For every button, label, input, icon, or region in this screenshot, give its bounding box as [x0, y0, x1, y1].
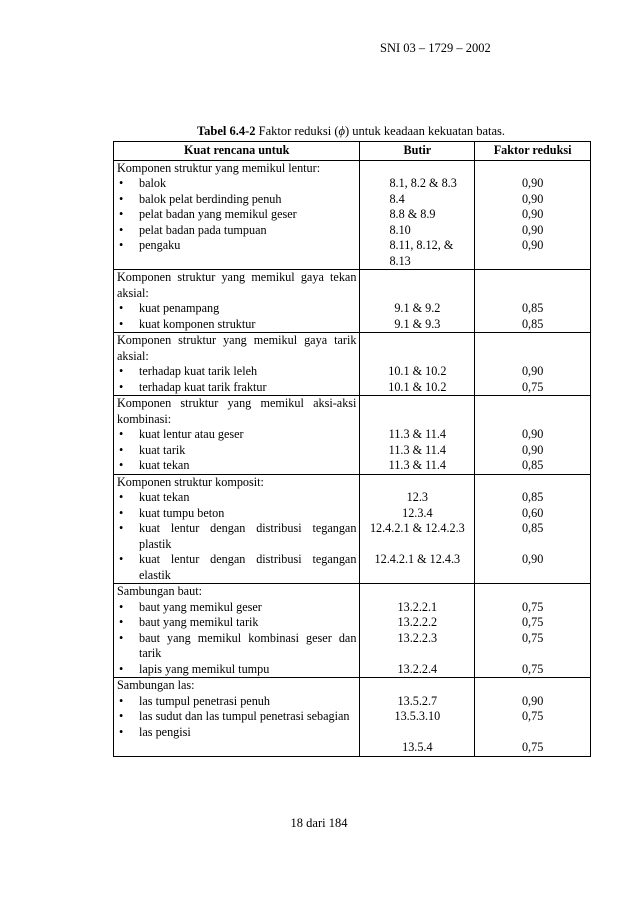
table-group-row: [114, 160, 591, 270]
spacer: [363, 396, 471, 412]
faktor-value: 0,90: [521, 552, 544, 566]
table-group-row: [114, 396, 591, 475]
butir-value: 12.4.2.1 & 12.4.2.3: [369, 521, 465, 535]
butir-value: 8.11, 8.12, & 8.13: [389, 238, 454, 268]
spacer: [363, 412, 471, 428]
bullet-icon: •: [119, 176, 124, 190]
faktor-value: 0,75: [521, 740, 544, 754]
group-faktor-cell: [475, 396, 591, 475]
spacer: [363, 537, 471, 553]
bullet-icon: •: [119, 301, 124, 315]
butir-value: 10.1 & 10.2: [388, 364, 447, 378]
faktor-value: 0,85: [521, 458, 544, 472]
list-item: [117, 521, 356, 552]
group-faktor-cell: [475, 270, 591, 333]
faktor-value: 0,90: [521, 693, 544, 708]
group-title: Komponen struktur yang memikul gaya tarik aksial:: [117, 333, 357, 363]
page-number: 18 dari 184: [290, 816, 348, 830]
faktor-value: 0,90: [521, 364, 544, 378]
item-label: terhadap kuat tarik leleh: [139, 364, 258, 378]
group-description-cell: [114, 396, 360, 475]
faktor-value: 0,90: [521, 191, 544, 206]
list-item: [117, 709, 356, 725]
group-description-cell: [114, 584, 360, 678]
spacer: [478, 678, 587, 694]
spacer: [478, 270, 587, 286]
group-description-cell: [114, 474, 360, 584]
spacer: [363, 333, 471, 349]
item-label: kuat tarik: [139, 442, 186, 457]
item-label: las sudut dan las tumpul penetrasi sebagian: [139, 709, 350, 723]
spacer: [478, 161, 587, 177]
bullet-icon: •: [119, 599, 124, 614]
butir-value: 9.1 & 9.2: [394, 301, 441, 315]
spacer: [478, 412, 587, 428]
faktor-value: 0,75: [521, 709, 544, 723]
item-label: kuat lentur dengan distribusi tegangan plastik: [139, 521, 357, 551]
bullet-icon: •: [119, 615, 124, 629]
butir-value: 11.3 & 11.4: [388, 458, 446, 472]
spacer: [478, 584, 587, 600]
faktor-value: 0,90: [521, 222, 544, 237]
group-description-cell: [114, 270, 360, 333]
faktor-value: 0,85: [521, 316, 544, 331]
spacer: [363, 270, 471, 286]
group-title: Sambungan baut:: [117, 584, 202, 598]
item-label: pelat badan pada tumpuan: [139, 222, 267, 237]
spacer: [478, 333, 587, 349]
group-description-cell: [114, 678, 360, 757]
item-label: pengaku: [139, 238, 181, 252]
group-butir-cell: [360, 584, 475, 678]
faktor-value: 0,75: [521, 661, 544, 676]
spacer: [363, 678, 471, 694]
butir-value: 13.5.4: [402, 740, 433, 754]
item-label: baut yang memikul tarik: [139, 615, 259, 629]
butir-value: 11.3 & 11.4: [388, 442, 446, 457]
group-title: Komponen struktur yang memikul aksi-aksi kombinasi:: [117, 396, 357, 426]
item-label: lapis yang memikul tumpu: [139, 661, 270, 676]
spacer: [363, 646, 471, 662]
spacer: [363, 161, 471, 177]
list-item: [117, 238, 356, 254]
spacer: [478, 349, 587, 365]
spacer: [363, 568, 471, 584]
butir-value: 13.5.3.10: [394, 709, 441, 723]
faktor-value: 0,90: [521, 238, 544, 252]
butir-value: 8.4: [389, 191, 405, 206]
item-label: las tumpul penetrasi penuh: [139, 693, 270, 708]
bullet-icon: •: [119, 207, 124, 221]
spacer: [478, 396, 587, 412]
bullet-icon: •: [119, 505, 124, 520]
list-item: [117, 490, 356, 506]
list-item: [117, 600, 356, 616]
bullet-icon: •: [119, 490, 124, 504]
reduction-factor-table: [113, 141, 591, 757]
butir-value: 8.8 & 8.9: [389, 207, 436, 221]
table-header-row: [114, 142, 591, 161]
spacer: [478, 646, 587, 662]
bullet-icon: •: [119, 442, 124, 457]
faktor-value: 0,85: [521, 521, 544, 535]
butir-value: 12.3: [406, 490, 428, 504]
list-item: [117, 317, 356, 333]
faktor-value: 0,90: [521, 207, 544, 221]
group-butir-cell: [360, 270, 475, 333]
faktor-value: 0,90: [521, 442, 544, 457]
bullet-icon: •: [119, 724, 124, 739]
table-group-row: [114, 333, 591, 396]
butir-value: 8.10: [389, 222, 411, 237]
bullet-icon: •: [119, 316, 124, 331]
list-item: [117, 725, 356, 741]
spacer: [478, 537, 587, 553]
table-caption: [111, 124, 591, 139]
bullet-icon: •: [119, 364, 124, 378]
item-label: balok: [139, 176, 167, 190]
list-item: [117, 458, 356, 474]
faktor-value: 0,90: [521, 176, 544, 190]
bullet-icon: •: [119, 379, 124, 394]
butir-value: 10.1 & 10.2: [388, 379, 447, 394]
item-label: kuat komponen struktur: [139, 316, 256, 331]
group-butir-cell: [360, 474, 475, 584]
table-group-row: [114, 584, 591, 678]
item-label: kuat penampang: [139, 301, 220, 315]
bullet-icon: •: [119, 661, 124, 676]
group-title: Komponen struktur yang memikul lentur:: [117, 160, 321, 175]
table-group-row: [114, 474, 591, 584]
group-faktor-cell: [475, 474, 591, 584]
list-item: [117, 192, 356, 208]
bullet-icon: •: [119, 427, 124, 441]
faktor-value: 0,75: [521, 615, 544, 629]
spacer: [478, 725, 587, 741]
item-label: kuat lentur atau geser: [139, 427, 244, 441]
item-label: balok pelat berdinding penuh: [139, 191, 282, 206]
spacer: [478, 475, 587, 491]
faktor-value: 0,85: [521, 490, 544, 504]
group-description-cell: [114, 333, 360, 396]
spacer: [363, 584, 471, 600]
faktor-value: 0,75: [521, 630, 544, 645]
group-faktor-cell: [475, 678, 591, 757]
bullet-icon: •: [119, 552, 124, 566]
table-number: Tabel 6.4-2: [196, 124, 256, 138]
document-id-header: SNI 03 – 1729 – 2002: [380, 41, 491, 55]
faktor-value: 0,85: [521, 301, 544, 315]
faktor-value: 0,75: [521, 599, 544, 614]
item-label: baut yang memikul geser: [139, 599, 262, 614]
butir-value: 9.1 & 9.3: [394, 316, 441, 331]
spacer: [363, 349, 471, 365]
butir-value: 13.2.2.2: [397, 615, 438, 629]
faktor-value: 0,75: [521, 379, 544, 394]
bullet-icon: •: [119, 709, 124, 723]
group-faktor-cell: [475, 333, 591, 396]
butir-value: 11.3 & 11.4: [388, 427, 446, 441]
bullet-icon: •: [119, 521, 124, 535]
spacer: [478, 286, 587, 302]
spacer: [363, 286, 471, 302]
butir-value: 12.4.2.1 & 12.4.3: [374, 552, 461, 566]
group-butir-cell: [360, 678, 475, 757]
list-item: [117, 443, 356, 459]
group-description-cell: [114, 160, 360, 270]
list-item: [117, 615, 356, 631]
list-item: [117, 301, 356, 317]
list-item: [117, 506, 356, 522]
list-item: [117, 364, 356, 380]
bullet-icon: •: [119, 222, 124, 237]
bullet-icon: •: [119, 238, 124, 252]
caption-text-after: ) untuk keadaan kekuatan batas.: [345, 124, 506, 138]
list-item: [117, 427, 356, 443]
list-item: [117, 631, 356, 662]
group-title: Sambungan las:: [117, 678, 195, 692]
item-label: las pengisi: [139, 724, 191, 739]
group-faktor-cell: [475, 160, 591, 270]
group-butir-cell: [360, 160, 475, 270]
list-item: [117, 694, 356, 710]
butir-value: 12.3.4: [402, 505, 433, 520]
caption-text-before: Faktor reduksi (: [255, 124, 339, 138]
spacer: [363, 725, 471, 741]
item-label: kuat lentur dengan distribusi tegangan elastik: [139, 552, 357, 582]
item-label: terhadap kuat tarik fraktur: [139, 379, 267, 394]
table-group-row: [114, 270, 591, 333]
group-butir-cell: [360, 396, 475, 475]
list-item: [117, 380, 356, 396]
faktor-value: 0,90: [521, 427, 544, 441]
header-faktor-reduksi: Faktor reduksi: [475, 142, 591, 161]
item-label: kuat tumpu beton: [139, 505, 225, 520]
item-label: kuat tekan: [139, 458, 190, 472]
table-group-row: [114, 678, 591, 757]
group-title: Komponen struktur yang memikul gaya tekan aksial:: [117, 270, 357, 300]
item-label: baut yang memikul kombinasi geser dan tarik: [139, 630, 357, 660]
bullet-icon: •: [119, 630, 124, 645]
group-title: Komponen struktur komposit:: [117, 474, 264, 489]
spacer: [363, 475, 471, 491]
item-label: kuat tekan: [139, 490, 190, 504]
butir-value: 13.2.2.1: [397, 599, 438, 614]
bullet-icon: •: [119, 693, 124, 708]
list-item: [117, 662, 356, 678]
item-label: pelat badan yang memikul geser: [139, 207, 297, 221]
faktor-value: 0,60: [521, 505, 544, 520]
butir-value: 13.5.2.7: [397, 693, 438, 708]
spacer: [478, 568, 587, 584]
list-item: [117, 223, 356, 239]
list-item: [117, 176, 356, 192]
group-faktor-cell: [475, 584, 591, 678]
list-item: [117, 207, 356, 223]
group-butir-cell: [360, 333, 475, 396]
butir-value: 13.2.2.4: [397, 661, 438, 676]
header-butir: Butir: [360, 142, 475, 161]
header-kuat-rencana: Kuat rencana untuk: [114, 142, 360, 161]
phi-symbol: ϕ: [338, 124, 346, 138]
list-item: [117, 552, 356, 583]
butir-value: 13.2.2.3: [397, 630, 438, 645]
bullet-icon: •: [119, 458, 124, 472]
bullet-icon: •: [119, 191, 124, 206]
butir-value: 8.1, 8.2 & 8.3: [389, 176, 457, 190]
